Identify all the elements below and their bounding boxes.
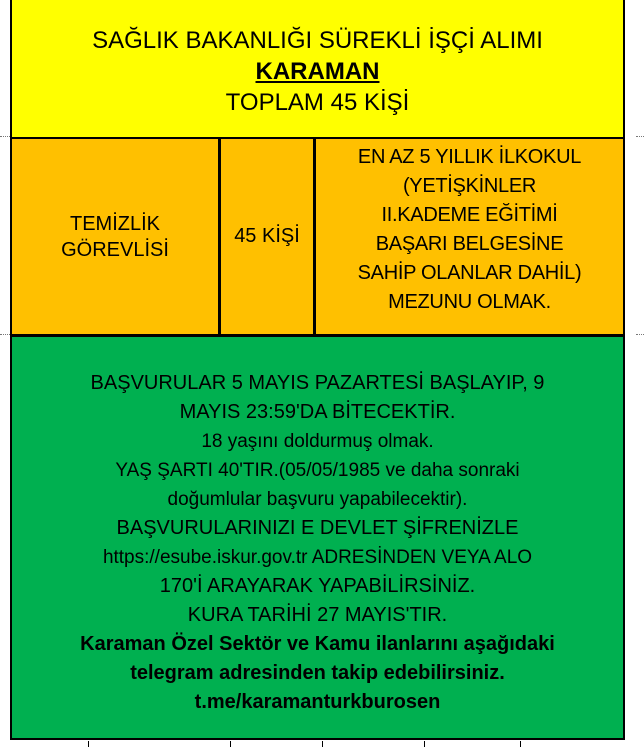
- details-line: BAŞVURULAR 5 MAYIS PAZARTESİ BAŞLAYIP, 9: [90, 372, 545, 394]
- details-line: KURA TARİHİ 27 MAYIS'TIR.: [187, 604, 448, 626]
- grid-tick: [230, 741, 231, 747]
- grid-tick: [88, 741, 89, 747]
- footer-line: telegram adresinden takip edebilirsiniz.: [130, 662, 505, 684]
- header-city: KARAMAN: [255, 58, 380, 85]
- position-title-line: TEMİZLİK: [69, 212, 160, 235]
- requirement-line: BAŞARI BELGESİNE: [375, 233, 564, 255]
- details-line: 18 yaşını doldurmuş olmak.: [201, 431, 434, 452]
- footer-line: Karaman Özel Sektör ve Kamu ilanlarını aşağıdaki: [80, 633, 555, 655]
- telegram-link[interactable]: t.me/karamanturkburosen: [194, 691, 441, 713]
- grid-tick: [322, 741, 323, 747]
- position-row: [12, 139, 623, 337]
- header-title: SAĞLIK BAKANLIĞI SÜREKLİ İŞÇİ ALIMI: [92, 27, 543, 54]
- details-line: 170'İ ARAYARAK YAPABİLİRSİNİZ.: [159, 575, 476, 597]
- details-line: MAYIS 23:59'DA BİTECEKTİR.: [179, 401, 456, 423]
- requirement-line: II.KADEME EĞİTİMİ: [381, 204, 558, 226]
- grid-tick: [424, 741, 425, 747]
- gridline-dotted: [0, 136, 10, 137]
- announcement-frame: [10, 0, 625, 740]
- details-line: YAŞ ŞARTI 40'TIR.(05/05/1985 ve daha sonraki: [115, 460, 520, 481]
- requirement-line: SAHİP OLANLAR DAHİL): [357, 262, 582, 284]
- requirement-line: EN AZ 5 YILLIK İLKOKUL: [357, 146, 582, 168]
- gridline-dotted: [636, 334, 644, 335]
- requirement-line: MEZUNU OLMAK.: [388, 291, 551, 313]
- header-banner: [12, 0, 623, 139]
- position-count-cell: [221, 139, 316, 334]
- grid-tick: [520, 741, 521, 747]
- requirement-line: (YETİŞKİNLER: [402, 175, 537, 197]
- header-total: TOPLAM 45 KİŞİ: [225, 89, 410, 116]
- position-title-cell: [12, 139, 221, 334]
- details-line: doğumlular başvuru yapabilecektir).: [167, 489, 468, 510]
- details-line: BAŞVURULARINIZI E DEVLET ŞİFRENİZLE: [116, 517, 519, 539]
- position-requirement-cell: [316, 139, 623, 334]
- position-title-line: GÖREVLİSİ: [61, 238, 169, 261]
- gridline-dotted: [636, 136, 644, 137]
- position-count: 45 KİŞİ: [234, 225, 300, 247]
- details-url-line: https://esube.iskur.gov.tr ADRESİNDEN VEYA ALO: [102, 547, 533, 568]
- gridline-dotted: [0, 334, 10, 335]
- details-section: [12, 337, 623, 738]
